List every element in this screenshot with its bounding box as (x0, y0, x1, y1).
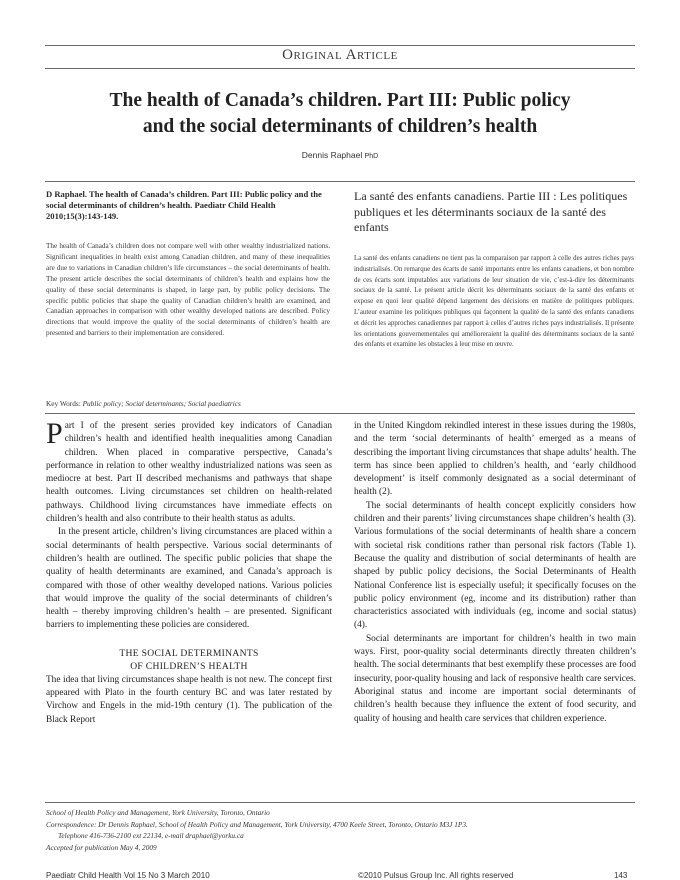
author-name: Dennis Raphael (301, 150, 363, 160)
journal-info: Paediatr Child Health Vol 15 No 3 March 2010 (46, 871, 210, 880)
body-column-right (354, 420, 636, 726)
footer-rule (45, 802, 635, 803)
body-paragraph-text: art I of the present series provided key indicators of Canadian children’s health and identified health inequalities among Canadian children. When placed in comparative perspective, Canada’s performance in relation to other wealthy industrialized nations was seen as mediocre at best. Part II described mechanisms and pathways that shape health outcomes. Living circumstances set children on health-related pathways. Childhood living circumstances have immediate effects on children’s health and also contribute to their health status as adults. (46, 421, 332, 525)
article-title-line-1: The health of Canada’s children. Part III: Public policy (109, 90, 571, 111)
body-top-rule (45, 413, 635, 414)
body-column-left (46, 417, 332, 727)
section-heading-line-2: OF CHILDREN’S HEALTH (130, 661, 248, 673)
page-footer (0, 871, 680, 880)
affiliation: School of Health Policy and Management, York University, Toronto, Ontario (46, 808, 270, 817)
footer-notes (46, 807, 636, 854)
citation: D Raphael. The health of Canada’s children. Part III: Public policy and the social determinants of children’s health. Paediatr Child Health 2010;15(3):143-149. (46, 189, 322, 221)
correspondence: Correspondence: Dr Dennis Raphael, School of Health Policy and Management, York University, 4700 Keele Street, Toronto, Ontario M3J 1P3. (46, 819, 468, 829)
body-paragraph (46, 417, 332, 526)
french-title: La santé des enfants canadiens. Partie III : Les politiques publiques et les déterminants sociaux de la santé des enfants (354, 189, 628, 234)
drop-cap: P (46, 417, 63, 450)
page-number: 143 (614, 871, 628, 880)
section-heading (46, 647, 332, 674)
abstract-french: La santé des enfants canadiens ne tient pas la comparaison par rapport à celle des autres riches pays industrialisés. On remarque des écarts de santé importants entre les enfants canadiens, et bon nombre de ces écarts sont imputables aux variations de leur situation de vie, c’est-à-dire les déterminants sociaux de la santé. Le présent article décrit les déterminants sociaux de la santé des enfants et expose en quoi leur qualité dépend largement des décisions en matière de politiques publiques. L’auteur examine les politiques publiques qui façonnent la qualité de la santé des enfants canadiens et décrit les approches canadiennes par rapport à celles d’autres riches pays industrialisés. Il présente les orientations gouvernementales qui amélioreraient la qualité des déterminants sociaux de la santé des enfants et examine les obstacles à leur mise en œuvre. (354, 255, 634, 349)
author-degree: PhD (364, 153, 379, 160)
body-paragraph: The idea that living circumstances shape health is not new. The concept first appeared with Plato in the fourth century BC and was later restated by Virchow and Engels in the mid-19th century (1). The publication of the Black Report (46, 674, 332, 725)
keywords-values: Public policy; Social determinants; Social paediatrics (82, 399, 241, 408)
copyright: ©2010 Pulsus Group Inc. All rights reserved (358, 871, 514, 880)
keywords-label: Key Words: (46, 399, 81, 408)
body-paragraph: Social determinants are important for children’s health in two main ways. First, poor-quality social determinants directly threaten children’s health. The social determinants that best exemplify these processes are food insecurity, poor-quality housing and lack of responsive health care services. Aboriginal status and income are important social determinants of children’s health because they influence the extent of food security, and quality of housing and health care services that children experience. (354, 633, 636, 724)
section-rule (45, 68, 635, 69)
top-rule (45, 45, 635, 46)
author-line (0, 150, 680, 160)
section-heading-line-1: THE SOCIAL DETERMINANTS (119, 647, 259, 659)
accepted-date: Accepted for publication May 4, 2009 (46, 843, 157, 853)
section-label: Original Article (282, 47, 398, 63)
keywords (46, 399, 636, 408)
article-title-line-2: and the social determinants of children’s health (142, 116, 538, 137)
article-title (50, 88, 630, 140)
contact-info: Telephone 416-736-2100 ext 22134, e-mail draphael@yorku.ca (58, 831, 244, 841)
body-paragraph: In the present article, children’s living circumstances are placed within a social determinants of health perspective. Various social determinants of children’s health are outlined. The specific public policies that shape the quality of health determinants are examined, and Canada’s approach is compared with those of other wealthy developed nations. Various policies that would improve the quality of the social determinants of children’s health – thereby improving children’s health – are presented. Significant barriers to implementing these policies are considered. (46, 527, 332, 631)
abstract-english: The health of Canada’s children does not compare well with other wealthy industrialized nations. Significant inequalities in health exist among Canadian children, and many of these inequalities are due to variations in Canadian children’s life circumstances – the social determinants of health. The present article describes the social determinants of children’s health and explains how the quality of these social determinants is shaped, in large part, by public policy decisions. The specific public policies that shape the quality of Canadian children’s health are examined, and Canadian approaches in comparison with other wealthy developed nations are described. Policy directions that would improve the quality of the social determinants of children’s health are presented and barriers to their implementation are considered. (46, 242, 330, 338)
body-paragraph: The social determinants of health concept explicitly considers how children and their parents’ living circumstances shape children’s health (3). Various formulations of the social determinants of health share a concern with societal risk conditions rather than personal risk factors (Table 1). Because the quality and distribution of social determinants of health are shaped by public policy decisions, the Social Determinants of Health National Conference list is especially useful; it specifically focuses on the public policy environment (eg, income and its distribution) rather than characteristics associated with individuals (eg, income and social status) (4). (354, 500, 636, 631)
abstract-top-rule (45, 181, 635, 182)
body-paragraph: in the United Kingdom rekindled interest in these issues during the 1980s, and the term ‘social determinants of health’ emerged as a means of describing the important living circumstances that shape adults’ health. The term has since been applied to children’s health, and ‘early childhood development’ is itself commonly designated as a social determinant of health (2). (354, 421, 636, 498)
